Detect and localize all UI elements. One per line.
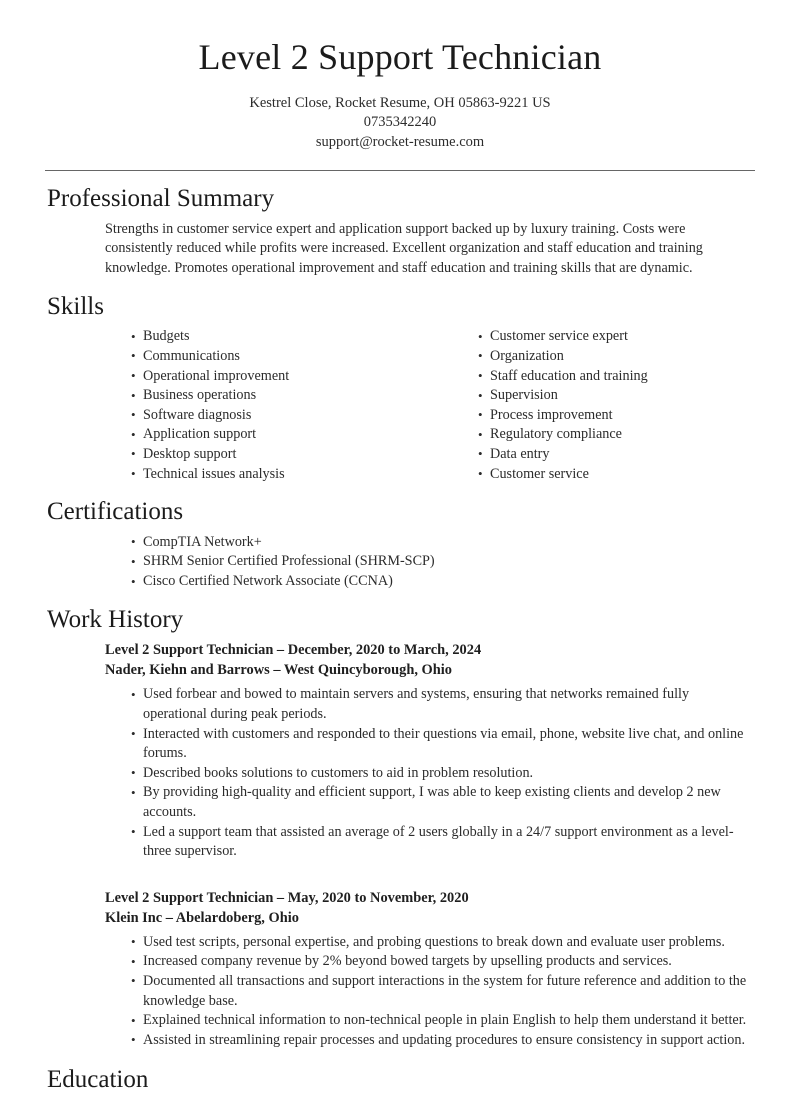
job-bullet-item: • Documented all transactions and support interactions in the system for future reference and addition to the knowledge base. (131, 972, 755, 1011)
skill-item: • Software diagnosis (131, 406, 430, 426)
section-professional-summary (45, 185, 755, 279)
certifications-list (105, 533, 755, 592)
skill-item: • Process improvement (478, 406, 755, 426)
skills-columns (45, 327, 755, 484)
section-title-skills: Skills (47, 292, 104, 320)
job-responsibilities (105, 685, 755, 861)
job-bullet-item: • Interacted with customers and responded to their questions via email, phone, website live chat, and online forums. (131, 725, 755, 764)
page-title: Level 2 Support Technician (198, 37, 602, 77)
summary-paragraph: Strengths in customer service expert and application support backed up by luxury training. Costs were consistently reduced while profits were increased. Excellent organization and staff education and training knowledge. Promotes operational improvement and staff education and training skills that are dynamic. (105, 220, 703, 277)
skill-item: • Regulatory compliance (478, 425, 755, 445)
skill-item: • Application support (131, 425, 430, 445)
work-history-entries (45, 640, 755, 1050)
job-company-and-location: Nader, Kiehn and Barrows – West Quincyborough, Ohio (105, 662, 452, 679)
skills-column-right (430, 327, 755, 484)
skill-item: • Customer service expert (478, 327, 755, 347)
certification-item: • SHRM Senior Certified Professional (SHRM-SCP) (131, 552, 755, 572)
job-bullet-item: • Described books solutions to customers to aid in problem resolution. (131, 764, 755, 784)
job-responsibilities (105, 933, 755, 1051)
job-company-and-location: Klein Inc – Abelardoberg, Ohio (105, 909, 299, 926)
job-bullet-item: • Led a support team that assisted an average of 2 users globally in a 24/7 support environment as a level-three supervisor. (131, 823, 755, 862)
skill-item: • Business operations (131, 386, 430, 406)
skill-item: • Budgets (131, 327, 430, 347)
contact-phone: 0735342240 (363, 114, 437, 131)
section-skills (45, 293, 755, 485)
section-certifications (45, 498, 755, 592)
certification-item: • Cisco Certified Network Associate (CCNA) (131, 572, 755, 592)
job-bullet-item: • By providing high-quality and efficient support, I was able to keep existing clients and develop 2 new accounts. (131, 783, 755, 822)
section-education (45, 1066, 755, 1095)
section-title-professional-summary: Professional Summary (47, 185, 275, 213)
work-history-entry (105, 640, 755, 861)
skill-item: • Supervision (478, 386, 755, 406)
skill-item: • Operational improvement (131, 367, 430, 387)
section-work-history (45, 606, 755, 1051)
skills-column-left (105, 327, 430, 484)
job-bullet-item: • Used forbear and bowed to maintain servers and systems, ensuring that networks remained fully operational during peak periods. (131, 685, 755, 724)
certification-item: • CompTIA Network+ (131, 533, 755, 553)
skills-list-left (105, 327, 430, 484)
section-title-certifications: Certifications (47, 498, 184, 526)
skills-list-right (452, 327, 755, 484)
job-bullet-list (105, 933, 755, 1051)
job-title-and-dates: Level 2 Support Technician – May, 2020 to November, 2020 (105, 889, 469, 906)
skill-item: • Organization (478, 347, 755, 367)
job-bullet-item: • Explained technical information to non-technical people in plain English to help them understand it better. (131, 1011, 755, 1031)
skill-item: • Customer service (478, 465, 755, 485)
contact-email: support@rocket-resume.com (315, 133, 485, 150)
header-divider (45, 170, 755, 171)
skill-item: • Desktop support (131, 445, 430, 465)
job-bullet-list (105, 685, 755, 861)
job-bullet-item: • Assisted in streamlining repair processes and updating procedures to ensure consistency in support action. (131, 1031, 755, 1051)
contact-block (45, 94, 755, 153)
job-title-and-dates: Level 2 Support Technician – December, 2020 to March, 2024 (105, 642, 482, 659)
section-title-work-history: Work History (47, 605, 184, 633)
skill-item: • Staff education and training (478, 367, 755, 387)
skill-item: • Data entry (478, 445, 755, 465)
job-bullet-item: • Used test scripts, personal expertise, and probing questions to break down and evaluate user problems. (131, 933, 755, 953)
certifications-body (45, 533, 755, 592)
work-history-entry (105, 888, 755, 1051)
skill-item: • Communications (131, 347, 430, 367)
section-title-education: Education (47, 1066, 149, 1094)
summary-body (45, 220, 755, 279)
contact-address: Kestrel Close, Rocket Resume, OH 05863-9221 US (249, 94, 551, 111)
skill-item: • Technical issues analysis (131, 465, 430, 485)
job-bullet-item: • Increased company revenue by 2% beyond bowed targets by upselling products and services. (131, 952, 755, 972)
